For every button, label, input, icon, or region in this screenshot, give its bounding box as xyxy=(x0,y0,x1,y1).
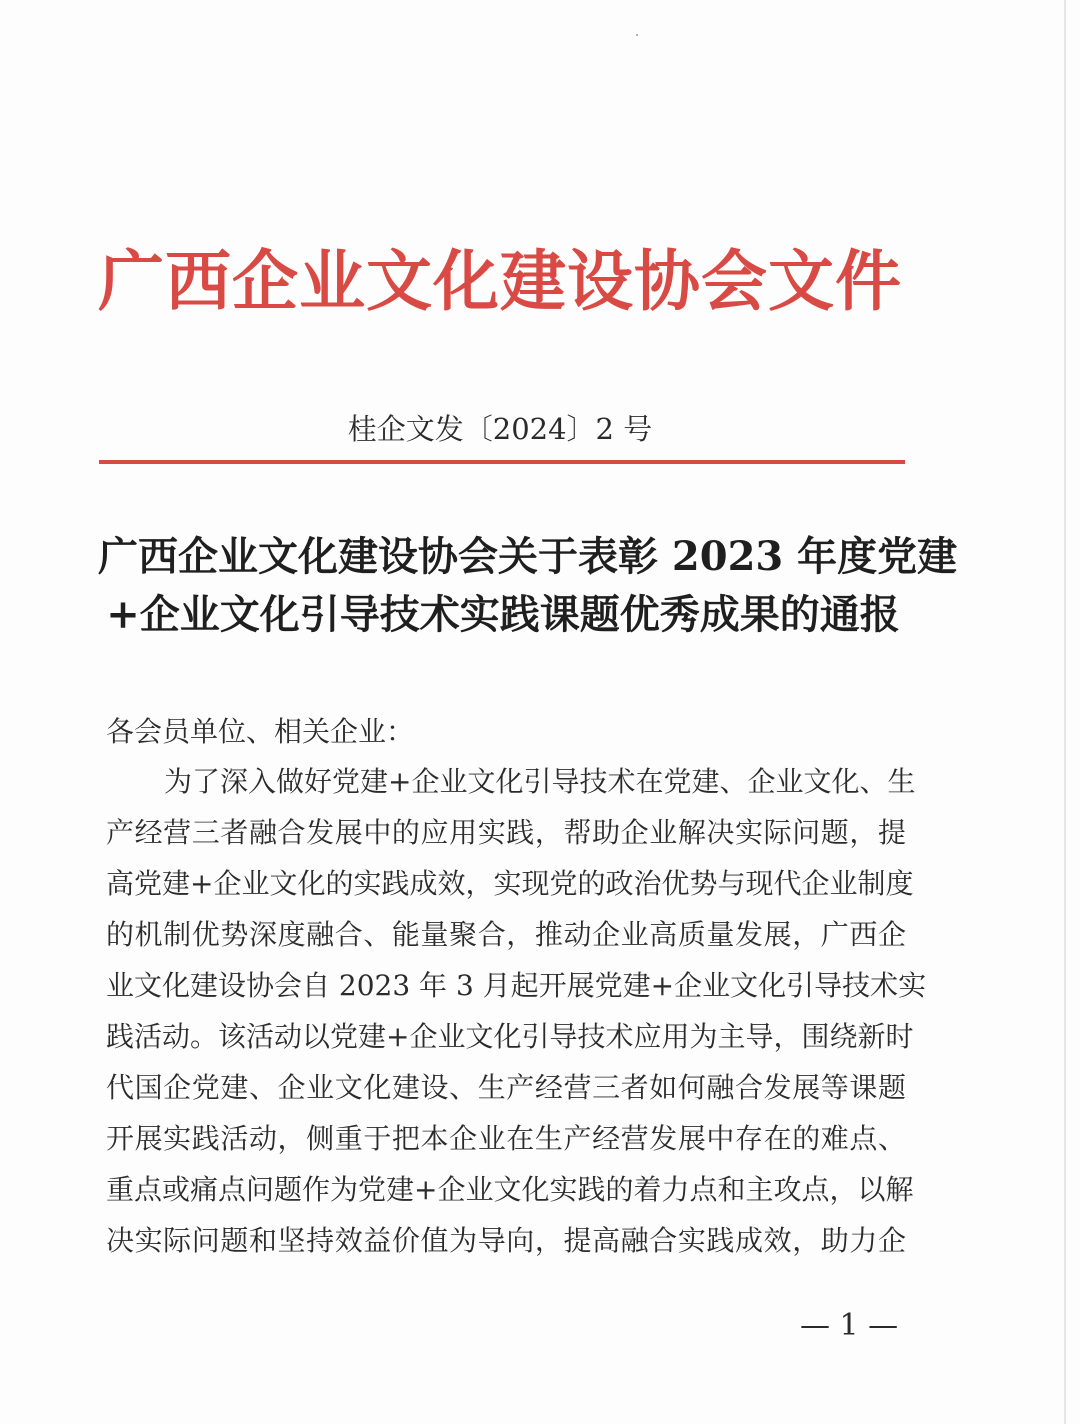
red-divider-line xyxy=(99,460,905,464)
scan-edge xyxy=(1064,0,1066,1424)
body-line: 的机制优势深度融合、能量聚合，推动企业高质量发展，广西企 xyxy=(106,918,906,951)
body-line: 业文化建设协会自 2023 年 3 月起开展党建+企业文化引导技术实 xyxy=(106,969,927,1002)
body-line: 高党建+企业文化的实践成效，实现党的政治优势与现代企业制度 xyxy=(106,867,914,900)
document-number: 桂企文发〔2024〕2 号 xyxy=(347,412,653,446)
title-line-2: +企业文化引导技术实践课题优秀成果的通报 xyxy=(106,591,900,638)
body-paragraph xyxy=(106,756,927,1266)
org-header-title: 广西企业文化建设协会文件 xyxy=(98,242,902,320)
body-line: 代国企党建、企业文化建设、生产经营三者如何融合发展等课题 xyxy=(106,1071,906,1104)
body-line: 开展实践活动，侧重于把本企业在生产经营发展中存在的难点、 xyxy=(106,1122,906,1155)
scan-speck xyxy=(636,34,638,36)
salutation: 各会员单位、相关企业： xyxy=(106,715,415,748)
body-line: 践活动。该活动以党建+企业文化引导技术应用为主导，围绕新时 xyxy=(106,1020,914,1053)
body-line: 产经营三者融合发展中的应用实践，帮助企业解决实际问题，提 xyxy=(106,816,906,849)
body-line: 为了深入做好党建+企业文化引导技术在党建、企业文化、生 xyxy=(164,765,916,798)
title-line-1: 广西企业文化建设协会关于表彰 2023 年度党建 xyxy=(98,533,958,580)
body-line: 决实际问题和坚持效益价值为导向，提高融合实践成效，助力企 xyxy=(106,1224,906,1257)
page-number: — 1 — xyxy=(800,1308,899,1343)
document-title xyxy=(98,528,958,644)
body-line: 重点或痛点问题作为党建+企业文化实践的着力点和主攻点，以解 xyxy=(106,1173,914,1206)
